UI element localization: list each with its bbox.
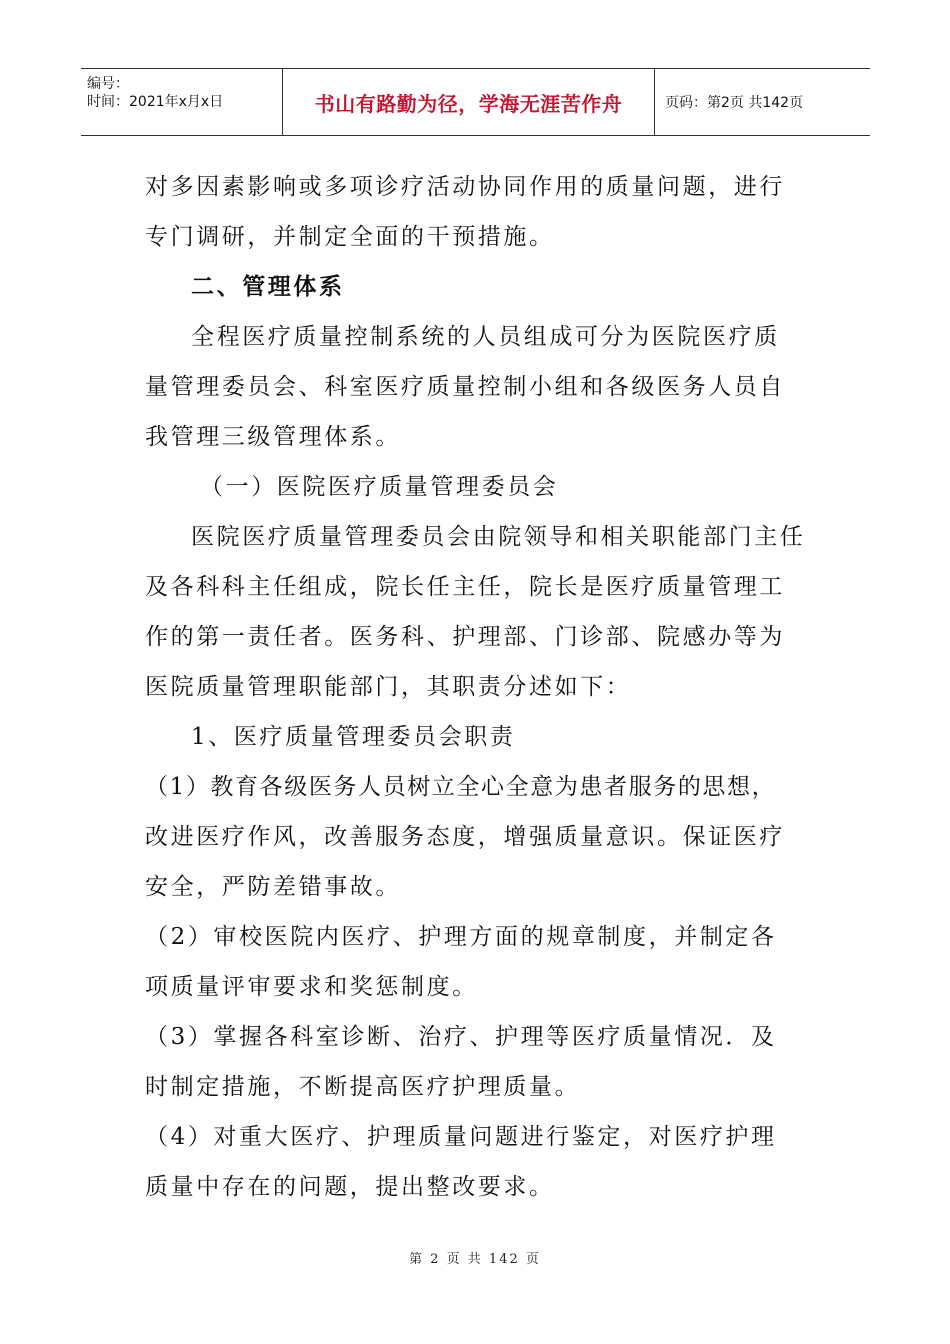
document-body: [145, 162, 810, 1212]
list-item: （3）掌握各科室诊断、治疗、护理等医疗质量情况．及: [145, 1024, 777, 1050]
document-date-label: 时间：2021年x月x日: [87, 94, 224, 110]
document-number-label: 编号：: [87, 76, 129, 92]
subsection-heading: （一）医院医疗质量管理委员会: [200, 474, 559, 500]
body-line: 医院质量管理职能部门，其职责分述如下：: [145, 674, 632, 700]
body-line: 我管理三级管理体系。: [145, 424, 401, 450]
header-page-info: 页码：第2页 共142页: [665, 95, 804, 111]
page-header: [81, 68, 870, 136]
header-motto-cell: [283, 69, 655, 135]
item-heading: 1、医疗质量管理委员会职责: [191, 724, 516, 750]
body-line: 对多因素影响或多项诊疗活动协同作用的质量问题，进行: [145, 174, 785, 200]
body-line: 及各科科主任组成，院长任主任，院长是医疗质量管理工: [145, 574, 785, 600]
page-footer: 第 2 页 共 142 页: [409, 1252, 541, 1267]
list-item: （1）教育各级医务人员树立全心全意为患者服务的思想，: [145, 774, 777, 800]
list-item: （4）对重大医疗、护理质量问题进行鉴定，对医疗护理: [145, 1124, 777, 1150]
list-item: （2）审校医院内医疗、护理方面的规章制度，并制定各: [145, 924, 777, 950]
body-line: 项质量评审要求和奖惩制度。: [145, 974, 478, 1000]
body-line: 专门调研，并制定全面的干预措施。: [145, 224, 555, 250]
header-motto: 书山有路勤为径，学海无涯苦作舟: [314, 91, 623, 116]
body-line: 作的第一责任者。医务科、护理部、门诊部、院感办等为: [145, 624, 785, 650]
body-line: 质量中存在的问题，提出整改要求。: [145, 1174, 555, 1200]
header-meta-cell: [81, 69, 283, 135]
body-line: 改进医疗作风，改善服务态度，增强质量意识。保证医疗: [145, 824, 785, 850]
body-line: 安全，严防差错事故。: [145, 874, 401, 900]
body-line: 量管理委员会、科室医疗质量控制小组和各级医务人员自: [145, 374, 785, 400]
header-page-cell: [655, 69, 870, 135]
body-line: 时制定措施，不断提高医疗护理质量。: [145, 1074, 581, 1100]
body-line: 全程医疗质量控制系统的人员组成可分为医院医疗质: [191, 324, 780, 350]
section-heading: 二、管理体系: [191, 274, 345, 300]
body-line: 医院医疗质量管理委员会由院领导和相关职能部门主任: [191, 524, 806, 550]
